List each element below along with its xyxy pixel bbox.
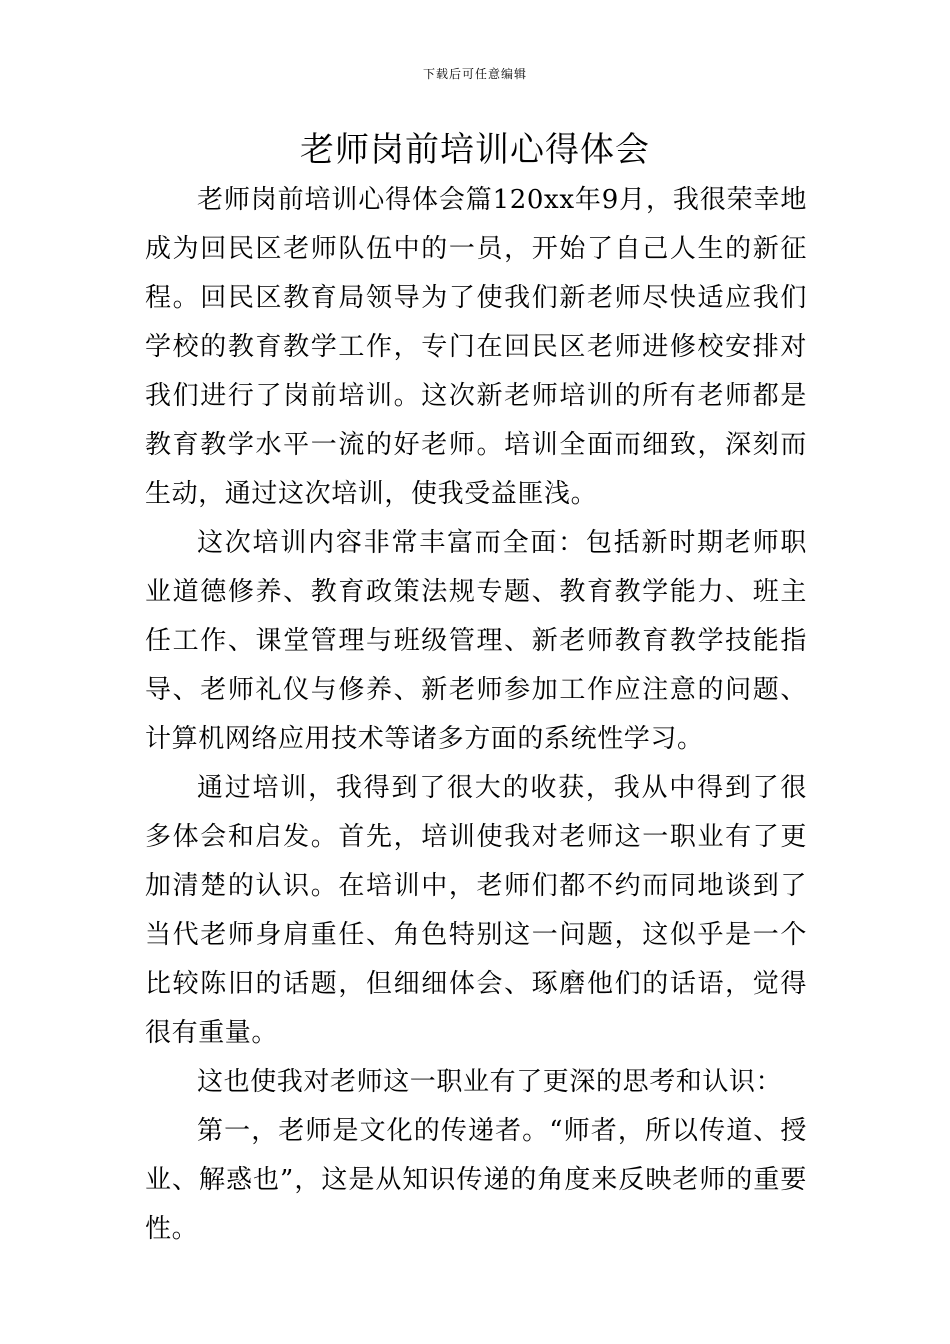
paragraph-2: 这次培训内容非常丰富而全面：包括新时期老师职业道德修养、教育政策法规专题、教育教学能力、班主任工作、课堂管理与班级管理、新老师教育教学技能指导、老师礼仪与修养、新老师参加工作应注意的问题、计算机网络应用技术等诸多方面的系统性学习。 [145, 528, 807, 754]
page-header-note: 下载后可任意编辑 [422, 67, 527, 81]
paragraph-1: 老师岗前培训心得体会篇120xx年9月，我很荣幸地成为回民区老师队伍中的一员，开始了自己人生的新征程。回民区教育局领导为了使我们新老师尽快适应我们学校的教育教学工作，专门在回民区老师进修校安排对我们进行了岗前培训。这次新老师培训的所有老师都是教育教学水平一流的好老师。培训全面而细致，深刻而生动，通过这次培训，使我受益匪浅。 [145, 185, 807, 509]
paragraph-4: 这也使我对老师这一职业有了更深的思考和认识： [197, 1067, 783, 1097]
paragraph-5: 第一，老师是文化的传递者。“师者，所以传道、授业、解惑也”，这是从知识传递的角度来反映老师的重要性。 [145, 1116, 807, 1244]
document-body [145, 176, 807, 1254]
document-title: 老师岗前培训心得体会 [300, 130, 650, 170]
paragraph-3: 通过培训，我得到了很大的收获，我从中得到了很多体会和启发。首先，培训使我对老师这一职业有了更加清楚的认识。在培训中，老师们都不约而同地谈到了当代老师身肩重任、角色特别这一问题，这似乎是一个比较陈旧的话题，但细细体会、琢磨他们的话语，觉得很有重量。 [145, 773, 807, 1048]
